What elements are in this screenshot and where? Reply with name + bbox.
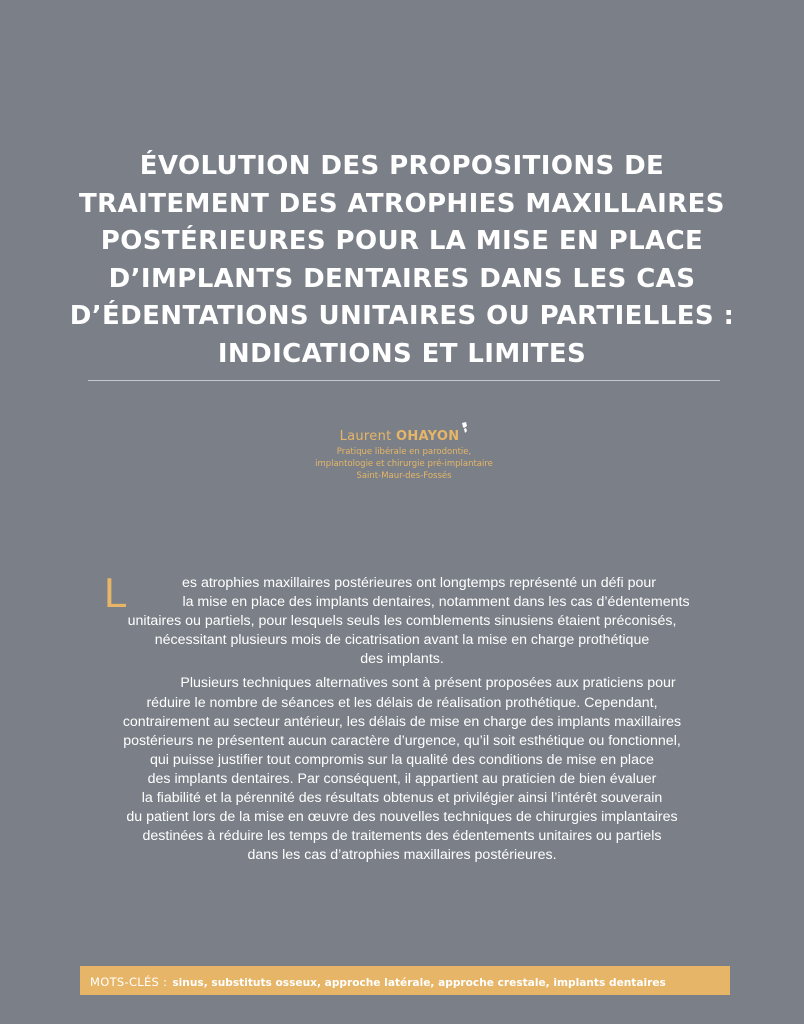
author-last-name: OHAYON bbox=[395, 429, 460, 444]
abstract-line: qui puisse justifier tout compromis sur la qualité des conditions de mise en place bbox=[150, 751, 654, 768]
abstract-line: unitaires ou partiels, pour lesquels seuls les comblements sinusiens étaient préconisés, bbox=[127, 613, 677, 630]
abstract-line: nécessitant plusieurs mois de cicatrisation avant la mise en charge prothétique bbox=[154, 632, 650, 649]
abstract-line: Plusieurs techniques alternatives sont à présent proposées aux praticiens pour bbox=[180, 675, 676, 692]
drop-cap: L bbox=[104, 569, 128, 616]
author-first-name: Laurent bbox=[339, 429, 392, 444]
abstract-line: postérieurs ne présentent aucun caractère d’urgence, qu’il soit esthétique ou fonctionnel, bbox=[123, 732, 681, 749]
pen-nib-icon bbox=[460, 422, 468, 434]
abstract-line: dans les cas d’atrophies maxillaires postérieures. bbox=[247, 847, 557, 864]
title-line: POSTÉRIEURES POUR LA MISE EN PLACE bbox=[100, 226, 704, 257]
abstract bbox=[70, 569, 734, 865]
keywords-label: MOTS-CLÉS : bbox=[90, 975, 168, 989]
author-name bbox=[240, 428, 568, 446]
abstract-line: la mise en place des implants dentaires, notamment dans les cas d’édentements bbox=[182, 594, 690, 611]
title-line: INDICATIONS ET LIMITES bbox=[217, 338, 587, 369]
article-title bbox=[60, 148, 744, 374]
abstract-line: es atrophies maxillaires postérieures ont longtemps représenté un défi pour bbox=[182, 575, 656, 591]
author-block bbox=[240, 428, 568, 482]
keywords-list: sinus, substituts osseux, approche latérale, approche crestale, implants dentaires bbox=[172, 977, 666, 989]
title-line: D’IMPLANTS DENTAIRES DANS LES CAS bbox=[108, 263, 696, 294]
keywords-bar bbox=[80, 966, 730, 995]
abstract-line: réduire le nombre de séances et les délais de réalisation prothétique. Cependant, bbox=[146, 694, 658, 711]
abstract-line: contrairement au secteur antérieur, les délais de mise en charge des implants maxillaires bbox=[122, 713, 682, 730]
abstract-line: la fiabilité et la pérennité des résultats obtenus et privilégier ainsi l’intérêt souverain bbox=[141, 790, 663, 807]
title-divider bbox=[88, 380, 720, 381]
title-line: D’ÉDENTATIONS UNITAIRES OU PARTIELLES : bbox=[69, 301, 735, 332]
author-location: Saint-Maur-des-Fossés bbox=[356, 471, 452, 481]
abstract-line: des implants dentaires. Par conséquent, il appartient au praticien de bien évaluer bbox=[147, 770, 657, 787]
abstract-line: des implants. bbox=[360, 651, 444, 668]
abstract-line: destinées à réduire les temps de traitements des édentements unitaires ou partiels bbox=[142, 828, 662, 845]
author-affiliation-line: implantologie et chirurgie pré-implantaire bbox=[315, 459, 493, 469]
abstract-line: du patient lors de la mise en œuvre des nouvelles techniques de chirurgies implantaires bbox=[126, 809, 678, 826]
title-line: ÉVOLUTION DES PROPOSITIONS DE bbox=[139, 151, 665, 181]
author-affiliation-line: Pratique libérale en parodontie, bbox=[336, 447, 472, 457]
title-line: TRAITEMENT DES ATROPHIES MAXILLAIRES bbox=[79, 188, 725, 219]
